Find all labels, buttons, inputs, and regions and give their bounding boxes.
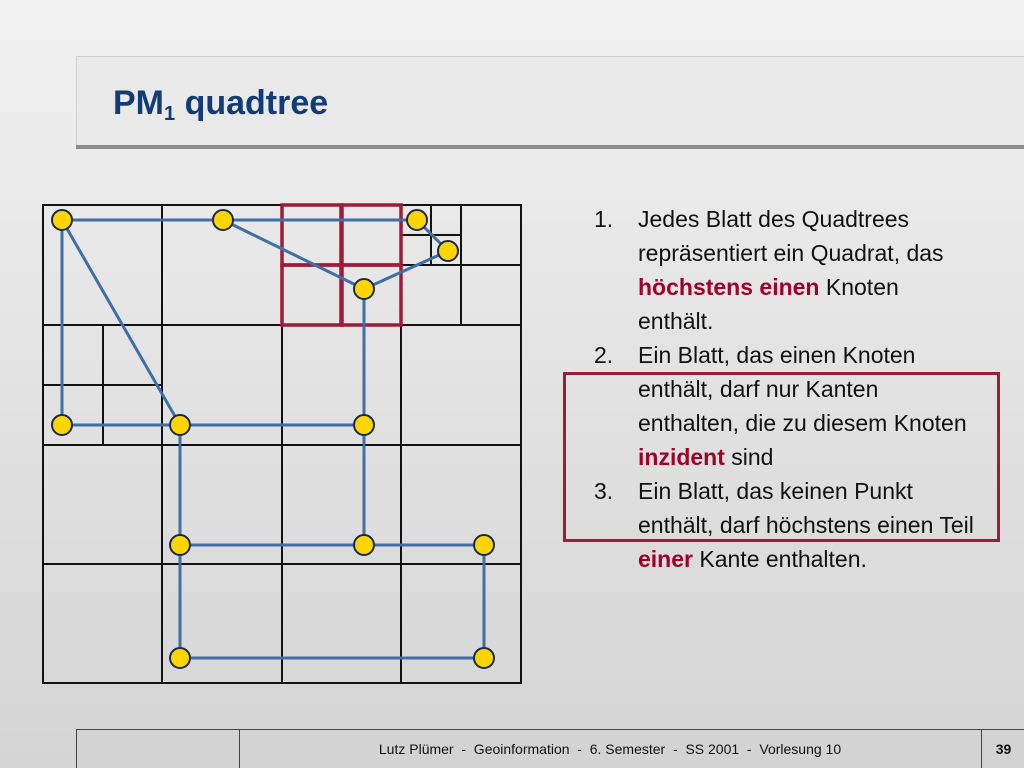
rule-number: 1. xyxy=(594,206,614,232)
graph-nodes xyxy=(52,210,494,668)
graph-node xyxy=(52,210,72,230)
graph-node xyxy=(354,279,374,299)
rule-text: sind xyxy=(724,444,774,470)
rule-number: 2. xyxy=(594,342,614,368)
graph-node xyxy=(354,415,374,435)
footer-info: Lutz Plümer - Geoinformation - 6. Semester - SS 2001 - Vorlesung 10 xyxy=(378,741,842,757)
graph-node xyxy=(354,535,374,555)
rule-emphasis: höchstens einen xyxy=(638,274,820,300)
title-main: PM xyxy=(113,84,164,122)
graph-node xyxy=(170,535,190,555)
title-rest: quadtree xyxy=(175,84,329,122)
highlighted-cells xyxy=(282,205,401,325)
rule-item xyxy=(594,202,974,338)
rule-number: 3. xyxy=(594,478,614,504)
graph-node xyxy=(52,415,72,435)
rule-text: Kante enthalten. xyxy=(692,546,867,572)
graph-edges xyxy=(62,220,484,658)
page-number: 39 xyxy=(995,741,1012,757)
rule-2-highlight-box xyxy=(563,372,1000,542)
footer xyxy=(76,729,1024,768)
highlighted-cell xyxy=(282,205,342,265)
graph-node xyxy=(474,535,494,555)
rule-emphasis: einer xyxy=(638,546,693,572)
graph-node xyxy=(213,210,233,230)
rule-emphasis: inzident xyxy=(638,444,725,470)
graph-node xyxy=(407,210,427,230)
footer-divider-left xyxy=(239,730,240,768)
graph-node xyxy=(438,241,458,261)
graph-node xyxy=(170,648,190,668)
rule-text: Jedes Blatt des Quadtrees repräsentiert ein Quadrat, das xyxy=(638,206,944,266)
title-subscript: 1 xyxy=(164,103,176,125)
highlighted-cell xyxy=(341,205,401,265)
graph-node xyxy=(474,648,494,668)
graph-edge xyxy=(364,251,448,289)
graph-node xyxy=(170,415,190,435)
rule-text: Ein Blatt, das einen Knoten enthält, darf nur Kanten enthalten, die zu diesem Knoten xyxy=(638,342,967,436)
rule-text: Knoten enthält. xyxy=(638,274,899,334)
rule-text: Ein Blatt, das keinen Punkt enthält, darf höchstens einen Teil xyxy=(638,478,974,538)
